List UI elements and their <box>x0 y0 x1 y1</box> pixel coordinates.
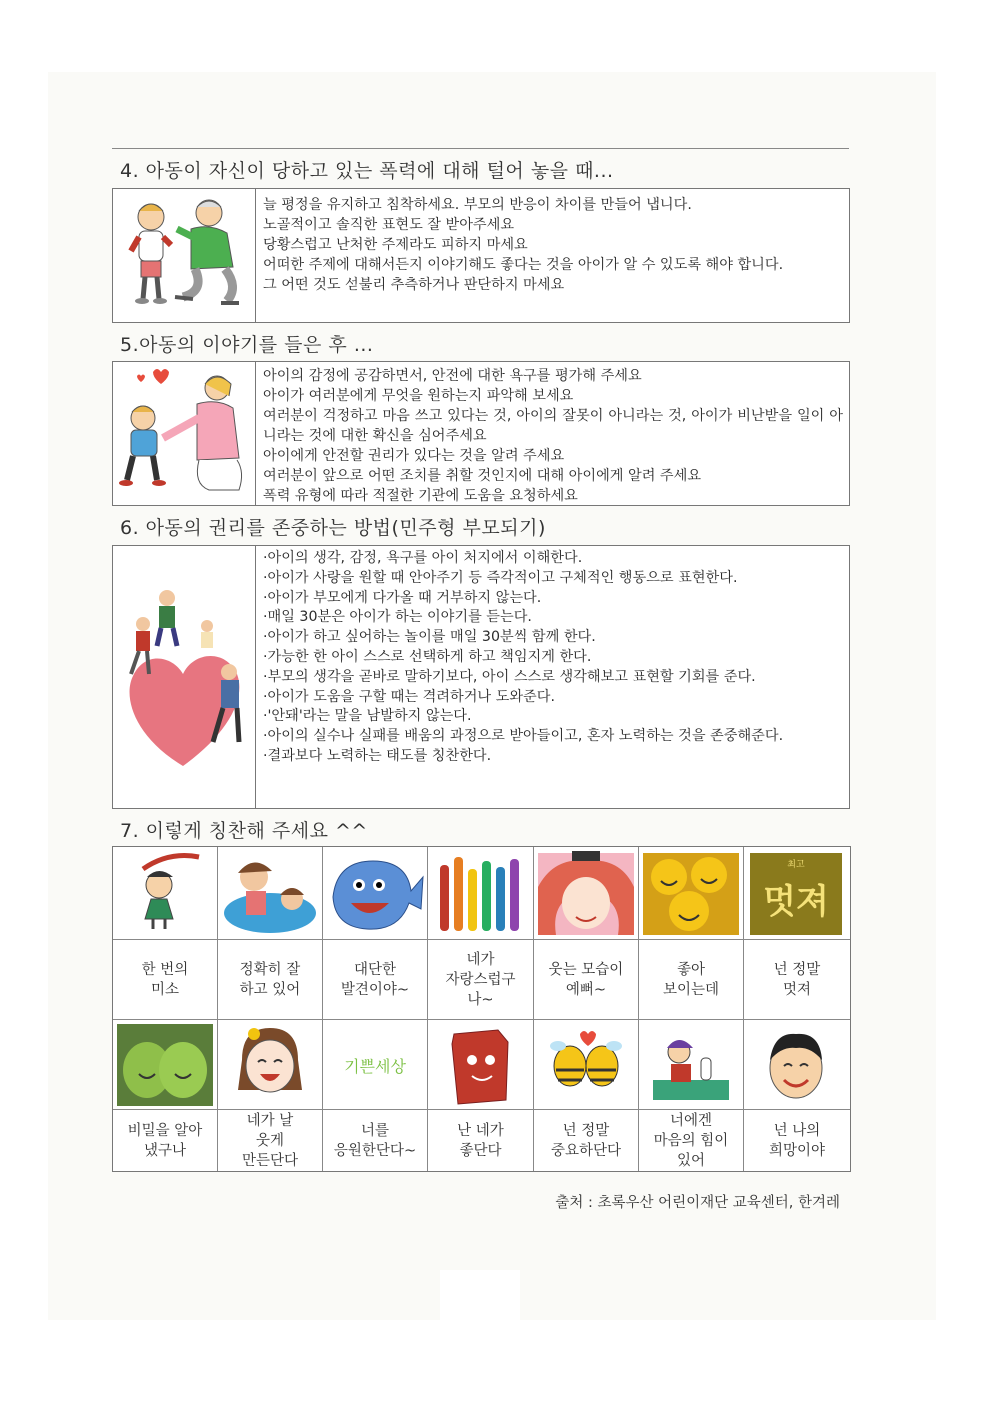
s6-line: ·'안돼'라는 말을 남발하지 않는다. <box>263 708 472 725</box>
praise-image-whale <box>323 847 428 940</box>
caption-text: 한 번의 미소 <box>141 961 189 998</box>
praise-image-sign <box>744 847 850 940</box>
s5-line: 폭력 유형에 따라 적절한 기관에 도움을 요청하세요 <box>263 488 578 504</box>
s4-line: 늘 평정을 유지하고 침착하세요. 부모의 반응이 차이를 만들어 냅니다. <box>263 197 692 213</box>
praise-caption <box>323 1110 428 1171</box>
s6-line: ·아이가 하고 싶어하는 놀이를 매일 30분씩 함께 한다. <box>263 629 596 646</box>
caption-text: 넌 정말 멋져 <box>773 961 821 998</box>
praise-image-reading-kid <box>639 1020 744 1110</box>
praise-image-green-text <box>323 1020 428 1110</box>
section-4-illustration <box>113 189 256 322</box>
praise-image-laughing-girl <box>218 1020 323 1110</box>
sign-small-text: 최고 <box>787 860 805 870</box>
s6-line: ·아이의 실수나 실패를 배움의 과정으로 받아들이고, 혼자 노력하는 것을 존중해준다. <box>263 728 784 745</box>
s6-line: ·매일 30분은 아이가 하는 이야기를 듣는다. <box>263 609 532 626</box>
praise-image-parent-child <box>218 847 323 940</box>
section-5-text <box>263 366 843 506</box>
caption-text: 난 네가 좋단다 <box>457 1122 504 1159</box>
s6-line: ·아이가 부모에게 다가올 때 거부하지 않는다. <box>263 589 542 606</box>
source-credit: 출처 : 초록우산 어린이재단 교육센터, 한겨레 <box>555 1195 840 1211</box>
praise-image-smile <box>113 847 218 940</box>
praise-caption <box>639 940 744 1020</box>
caption-text: 넌 나의 희망이야 <box>768 1122 826 1159</box>
section-4-text <box>263 195 843 295</box>
sign-text: 멋져 <box>763 882 829 922</box>
s4-line: 노골적이고 솔직한 표현도 잘 받아주세요 <box>263 217 515 233</box>
s5-line: 여러분이 걱정하고 마음 쓰고 있다는 것, 아이의 잘못이 아니라는 것, 아이가 비난받을 일이 아니라는 것에 대한 확신을 심어주세요 <box>263 408 843 444</box>
praise-image-hands <box>428 847 534 940</box>
praise-caption <box>744 940 850 1020</box>
caption-text: 웃는 모습이 예뻐~ <box>548 961 624 998</box>
praise-caption <box>323 940 428 1020</box>
s4-line: 당황스럽고 난처한 주제라도 피하지 마세요 <box>263 237 528 253</box>
s6-line: ·부모의 생각을 곧바로 말하기보다, 아이 스스로 생각해보고 표현할 기회를 준다. <box>263 668 756 685</box>
praise-image-pears <box>113 1020 218 1110</box>
praise-caption <box>428 1110 534 1171</box>
praise-caption <box>218 1110 323 1171</box>
caption-text: 네가 날 웃게 만든단다 <box>241 1112 299 1169</box>
section-6-illustration <box>113 546 256 808</box>
caption-text: 대단한 발견이야~ <box>340 961 410 998</box>
s6-line: ·아이가 도움을 구할 때는 격려하거나 도와준다. <box>263 688 555 705</box>
praise-caption <box>113 1110 218 1171</box>
s5-line: 여러분이 앞으로 어떤 조치를 취할 것인지에 대해 아이에게 알려 주세요 <box>263 468 702 484</box>
praise-caption <box>113 940 218 1020</box>
praise-caption <box>218 940 323 1020</box>
top-rule <box>112 148 849 149</box>
caption-text: 정확히 잘 하고 있어 <box>239 961 301 998</box>
praise-caption <box>639 1110 744 1171</box>
s6-line: ·결과보다 노력하는 태도를 칭찬한다. <box>263 747 492 764</box>
section-6-title: 6. 아동의 권리를 존중하는 방법(민주형 부모되기) <box>120 517 546 539</box>
praise-image-smiling-girl <box>534 847 639 940</box>
praise-caption <box>534 1110 639 1171</box>
s4-line: 어떠한 주제에 대해서든지 이야기해도 좋다는 것을 아이가 알 수 있도록 해야 합니다. <box>263 257 784 273</box>
s6-line: ·아이가 사랑을 원할 때 안아주기 등 즉각적이고 구체적인 행동으로 표현한다. <box>263 569 738 586</box>
praise-image-red-box <box>428 1020 534 1110</box>
section-4-title: 4. 아동이 자신이 당하고 있는 폭력에 대해 털어 놓을 때... <box>120 160 614 182</box>
green-text: 기쁜세상 <box>344 1057 406 1076</box>
s6-line: ·가능한 한 아이 스스로 선택하게 하고 책임지게 한다. <box>263 648 592 665</box>
section-6-text <box>263 549 843 767</box>
caption-text: 좋아 보이는데 <box>662 961 720 998</box>
caption-text: 너를 응원한단다~ <box>333 1122 417 1159</box>
praise-image-smiling-boy <box>744 1020 850 1110</box>
section-5-box <box>112 361 850 506</box>
page-gap <box>440 1270 520 1320</box>
s5-line: 아이에게 안전할 권리가 있다는 것을 알려 주세요 <box>263 448 565 464</box>
praise-caption <box>428 940 534 1020</box>
s4-line: 그 어떤 것도 섣불리 추측하거나 판단하지 마세요 <box>263 277 565 293</box>
praise-image-bees <box>534 1020 639 1110</box>
praise-grid <box>112 846 851 1172</box>
s6-line: ·아이의 생각, 감정, 욕구를 아이 처지에서 이해한다. <box>263 550 583 566</box>
section-4-box <box>112 188 850 323</box>
caption-text: 너에겐 마음의 힘이 있어 <box>653 1112 729 1169</box>
praise-caption <box>534 940 639 1020</box>
s5-line: 아이의 감정에 공감하면서, 안전에 대한 욕구를 평가해 주세요 <box>263 368 642 384</box>
caption-text: 네가 자랑스럽구 나~ <box>445 951 516 1008</box>
caption-text: 비밀을 알아 냈구나 <box>127 1122 203 1159</box>
section-6-box <box>112 545 850 809</box>
praise-caption <box>744 1110 850 1171</box>
caption-text: 넌 정말 중요하단다 <box>550 1122 622 1159</box>
section-5-title: 5.아동의 이야기를 들은 후 ... <box>120 334 374 356</box>
section-7-title: 7. 이렇게 칭찬해 주세요 ^^ <box>120 820 368 842</box>
praise-image-smiley-balls <box>639 847 744 940</box>
s5-line: 아이가 여러분에게 무엇을 원하는지 파악해 보세요 <box>263 388 574 404</box>
section-5-illustration <box>113 362 256 505</box>
